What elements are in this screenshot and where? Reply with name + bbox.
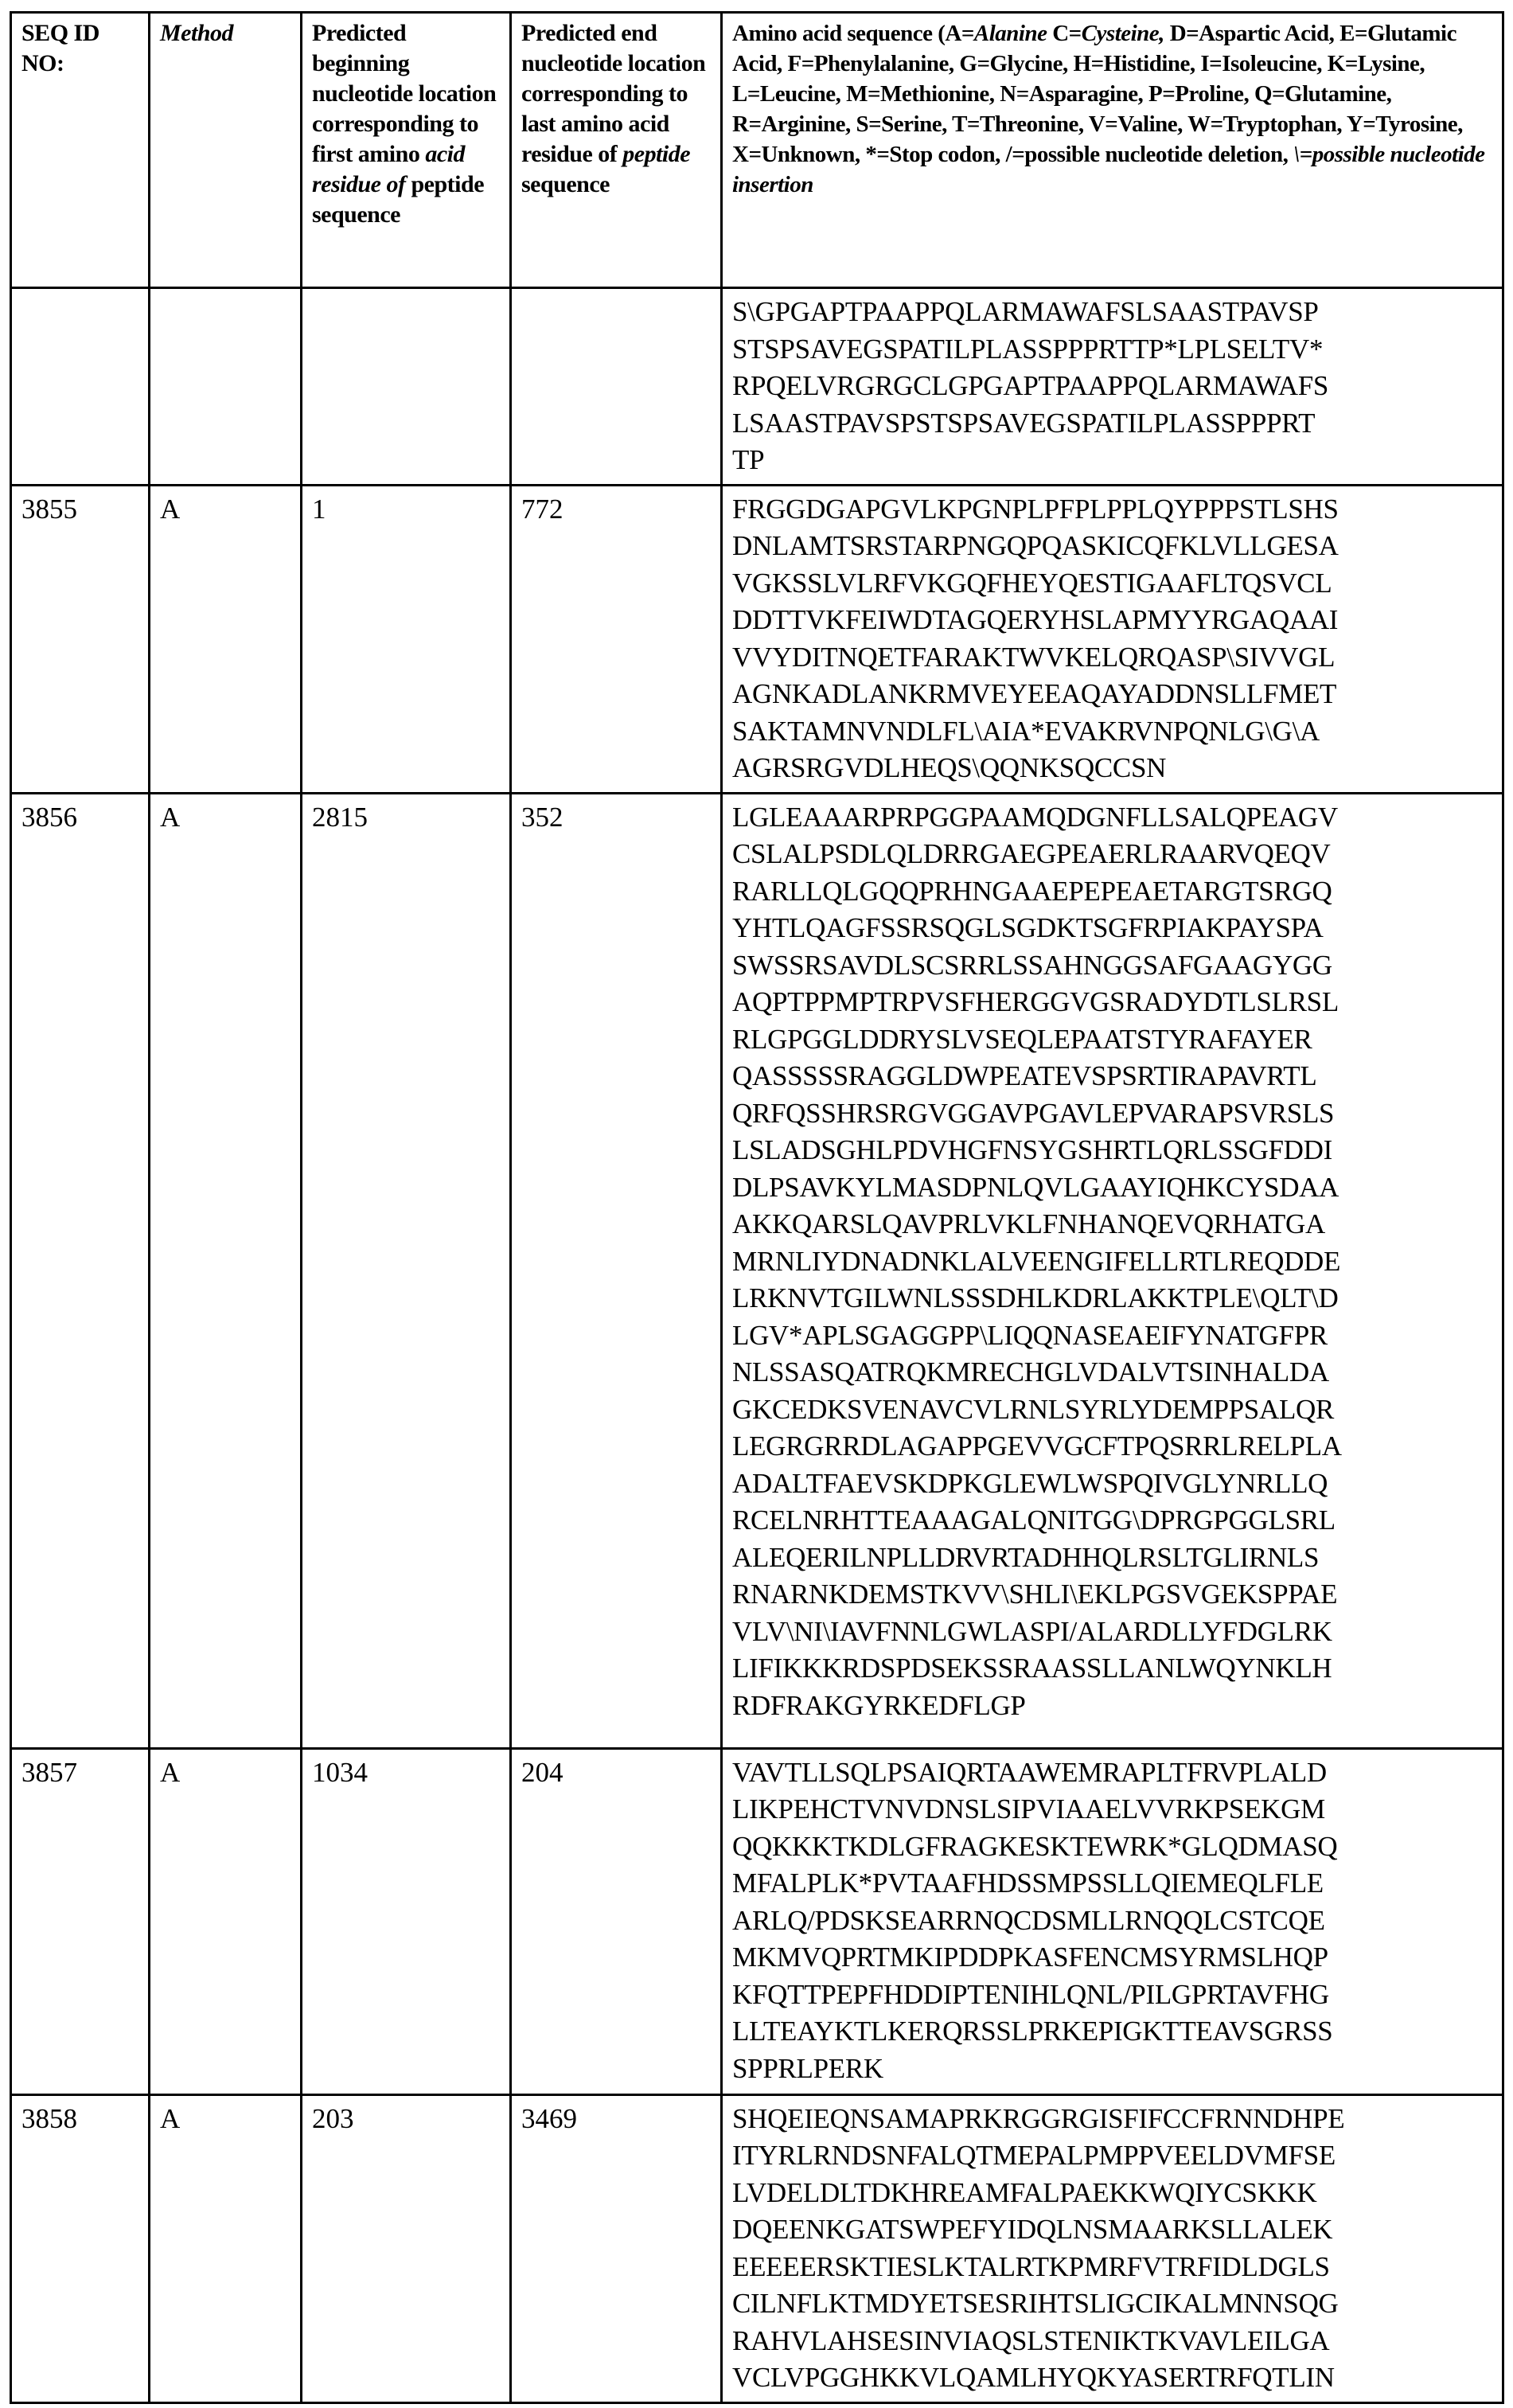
sequence-line: RCELNRHTTEAAAGALQNITGG\DPRGPGGLSRL xyxy=(732,1505,1336,1536)
sequence-line: SWSSRSAVDLSCSRRLSSAHNGGSAFGAAGYGG xyxy=(732,949,1332,981)
sequence-line: VVYDITNQETFARAKTWVKELQRQASP\SIVVGL xyxy=(732,641,1336,673)
sequence-line: TP xyxy=(732,444,765,475)
header-begin-text: Predicted beginning nucleotide location corresponding to first amino xyxy=(312,20,497,167)
header-row xyxy=(11,13,1503,288)
cell-method: A xyxy=(150,1748,302,2094)
sequence-line: ITYRLRNDSNFALQTMEPALPMPPVEELDVMFSE xyxy=(732,2140,1336,2171)
header-amino-insertion: \=possible nucleotide insertion xyxy=(732,142,1485,197)
sequence-line: LLTEAYKTLKERQRSSLPRKEPIGKTTEAVSGRSS xyxy=(732,2016,1333,2047)
sequence-line: LRKNVTGILWNLSSSDHLKDRLAKKTPLE\QLT\D xyxy=(732,1282,1339,1313)
sequence-line: MRNLIYDNADNKLALVEENGIFELLRTLREQDDE xyxy=(732,1245,1341,1277)
sequence-line: SAKTAMNVNDLFL\AIA*EVAKRVNPQNLG\G\A xyxy=(732,715,1320,747)
cell-method: A xyxy=(150,485,302,793)
sequence-line: LIFIKKKRDSPDSEKSSRAASSLLANLWQYNKLH xyxy=(732,1653,1332,1684)
sequence-line: YHTLQAGFSSRSQGLSGDKTSGFRPIAKPAYSPA xyxy=(732,912,1324,943)
cell-end: 204 xyxy=(511,1748,722,2094)
header-amino-cysteine: Cysteine, xyxy=(1081,21,1164,46)
cell-sequence xyxy=(722,793,1503,1748)
cell-method: A xyxy=(150,2094,302,2402)
sequence-line: LVDELDLTDKHREAMFALPAEKKWQIYCSKKK xyxy=(732,2176,1317,2208)
sequence-line: LSAASTPAVSPSTSPSAVEGSPATILPLASSPPPRT xyxy=(732,407,1316,439)
sequence-line: DNLAMTSRSTARPNGQPQASKICQFKLVLLGESA xyxy=(732,530,1339,561)
sequence-line: LGLEAAARPRPGGPAAMQDGNFLLSALQPEAGV xyxy=(732,801,1338,833)
sequence-line: CSLALPSDLQLDRRGAEGPEAERLRAARVQEQV xyxy=(732,838,1331,869)
table-row xyxy=(11,485,1503,793)
sequence-line: RLGPGGLDDRYSLVSEQLEPAATSTYRAFAYER xyxy=(732,1023,1312,1055)
sequence-line: RNARNKDEMSTKVV\SHLI\EKLPGSVGEKSPPAE xyxy=(732,1579,1338,1610)
header-end-italic: peptide xyxy=(622,141,691,167)
sequence-line: FRGGDGAPGVLKPGNPLPFPLPPLQYPPPSTLSHS xyxy=(732,493,1339,525)
sequence-line: LIKPEHCTVNVDNSLSIPVIAAELVVRKPSEKGM xyxy=(732,1793,1325,1825)
header-amino-alanine: Alanine xyxy=(973,21,1047,46)
cell-end: 3469 xyxy=(511,2094,722,2402)
sequence-line: VLV\NI\IAVFNNLGWLASPI/ALARDLLYFDGLRK xyxy=(732,1615,1332,1647)
cell-sequence xyxy=(722,1748,1503,2094)
header-amino-acid-sequence xyxy=(722,13,1503,288)
sequence-line: DLPSAVKYLMASDPNLQVLGAAYIQHKCYSDAA xyxy=(732,1171,1339,1203)
cell-begin: 1034 xyxy=(302,1748,511,2094)
cell-sequence xyxy=(722,485,1503,793)
sequence-line: ADALTFAEVSKDPKGLEWLWSPQIVGLYNRLLQ xyxy=(732,1467,1328,1499)
sequence-line: CILNFLKTMDYETSESRIHTSLIGCIKALMNNSQG xyxy=(732,2288,1339,2319)
table-row xyxy=(11,793,1503,1748)
sequence-line: QQKKKTKDLGFRAGKESKTEWRK*GLQDMASQ xyxy=(732,1830,1338,1862)
sequence-line: RPQELVRGRGCLGPGAPTPAAPPQLARMAWAFS xyxy=(732,370,1329,401)
header-begin-text-end: peptide sequence xyxy=(312,171,485,228)
cell-sequence xyxy=(722,288,1503,486)
sequence-line: MFALPLK*PVTAAFHDSSMPSSLLQIEMEQLFLE xyxy=(732,1867,1324,1899)
sequence-line: DDTTVKFEIWDTAGQERYHSLAPMYYRGAQAAI xyxy=(732,604,1339,635)
sequence-line: RARLLQLGQQPRHNGAAEPEPEAETARGTSRGQ xyxy=(732,875,1332,907)
cell-end: 772 xyxy=(511,485,722,793)
cell-seq-id: 3856 xyxy=(11,793,150,1748)
sequence-line: KFQTTPEPFHDDIPTENIHLQNL/PILGPRTAVFHG xyxy=(732,1978,1329,2010)
cell-begin: 2815 xyxy=(302,793,511,1748)
sequence-line: GKCEDKSVENAVCVLRNLSYRLYDEMPPSALQR xyxy=(732,1393,1335,1425)
header-end-text-end: sequence xyxy=(521,171,610,197)
cell-method xyxy=(150,288,302,486)
cell-end: 352 xyxy=(511,793,722,1748)
table-row xyxy=(11,1748,1503,2094)
sequence-line: EEEEERSKTIESLKTALRTKPMRFVTRFIDLDGLS xyxy=(732,2250,1330,2282)
sequence-line: VCLVPGGHKKVLQAMLHYQKYASERTRFQTLIN xyxy=(732,2362,1335,2393)
header-begin-italic: acid residue of xyxy=(312,141,465,197)
sequence-line: VGKSSLVLRFVKGQFHEYQESTIGAAFLTQSVCL xyxy=(732,567,1332,599)
header-amino-legend: D=Aspartic Acid, E=Glutamic Acid, F=Phenylalanine, G=Glycine, H=Histidine, I=Isoleucine, K=Lysine, L=Leucine, M=Methionine, N=Asparagine, P=Proline, Q=Glutamine, R=Arginine, S=Serine, T=Threonine, V=Valine, W=Tryptophan, Y=Tyrosine, X=Unknown, *=Stop codon, /=possible nucleotide deletion, xyxy=(732,21,1463,167)
sequence-line: MKMVQPRTMKIPDDPKASFENCMSYRMSLHQP xyxy=(732,1942,1328,1973)
sequence-line: RAHVLAHSESINVIAQSLSTENIKTKVAVLEILGA xyxy=(732,2324,1330,2356)
cell-begin xyxy=(302,288,511,486)
sequence-line: QRFQSSHRSRGVGGAVPGAVLEPVARAPSVRSLS xyxy=(732,1097,1335,1129)
header-seq-id: SEQ ID NO: xyxy=(11,13,150,288)
cell-seq-id: 3858 xyxy=(11,2094,150,2402)
sequence-line: ARLQ/PDSKSEARRNQCDSMLLRNQQLCSTCQE xyxy=(732,1904,1325,1936)
cell-end xyxy=(511,288,722,486)
sequence-line: SPPRLPERK xyxy=(732,2052,883,2084)
sequence-line: LSLADSGHLPDVHGFNSYGSHRTLQRLSSGFDDI xyxy=(732,1134,1332,1165)
sequence-line: QASSSSSRAGGLDWPEATEVSPSRTIRAPAVRTL xyxy=(732,1060,1317,1091)
sequence-line: NLSSASQATRQKMRECHGLVDALVTSINHALDA xyxy=(732,1356,1329,1387)
sequence-line: DQEENKGATSWPEFYIDQLNSMAARKSLLALEK xyxy=(732,2214,1333,2245)
sequence-line: AGRSRGVDLHEQS\QQNKSQCCSN xyxy=(732,752,1167,783)
sequence-line: SHQEIEQNSAMAPRKRGGRGISFIFCCFRNNDHPE xyxy=(732,2102,1345,2134)
header-begin xyxy=(302,13,511,288)
table-row xyxy=(11,2094,1503,2402)
sequence-line: RDFRAKGYRKEDFLGP xyxy=(732,1689,1026,1721)
sequence-line: STSPSAVEGSPATILPLASSPPPRTTP*LPLSELTV* xyxy=(732,333,1324,365)
cell-method: A xyxy=(150,793,302,1748)
cell-seq-id: 3857 xyxy=(11,1748,150,2094)
sequence-table xyxy=(10,11,1504,2404)
sequence-line: LGV*APLSGAGGPP\LIQQNASEAEIFYNATGFPR xyxy=(732,1319,1328,1351)
sequence-line: ALEQERILNPLLDRVRTADHHQLRSLTGLIRNLS xyxy=(732,1541,1320,1573)
cell-begin: 1 xyxy=(302,485,511,793)
header-amino-text-2: C= xyxy=(1047,21,1082,46)
header-end-text: Predicted end nucleotide location corresponding to last amino acid residue of xyxy=(521,20,706,167)
sequence-line: AKKQARSLQAVPRLVKLFNHANQEVQRHATGA xyxy=(732,1208,1325,1239)
cell-seq-id xyxy=(11,288,150,486)
header-amino-text: Amino acid sequence (A= xyxy=(732,21,974,46)
sequence-line: VAVTLLSQLPSAIQRTAAWEMRAPLTFRVPLALD xyxy=(732,1756,1327,1788)
sequence-line: AGNKADLANKRMVEYEEAQAYADDNSLLFMET xyxy=(732,678,1337,709)
table-row-continuation xyxy=(11,288,1503,486)
cell-sequence xyxy=(722,2094,1503,2402)
cell-begin: 203 xyxy=(302,2094,511,2402)
cell-seq-id: 3855 xyxy=(11,485,150,793)
sequence-line: LEGRGRRDLAGAPPGEVVGCFTPQSRRLRELPLA xyxy=(732,1430,1342,1462)
sequence-line: S\GPGAPTPAAPPQLARMAWAFSLSAASTPAVSP xyxy=(732,296,1319,327)
header-method: Method xyxy=(150,13,302,288)
sequence-line: AQPTPPMPTRPVSFHERGGVGSRADYDTLSLRSL xyxy=(732,986,1339,1017)
header-end xyxy=(511,13,722,288)
